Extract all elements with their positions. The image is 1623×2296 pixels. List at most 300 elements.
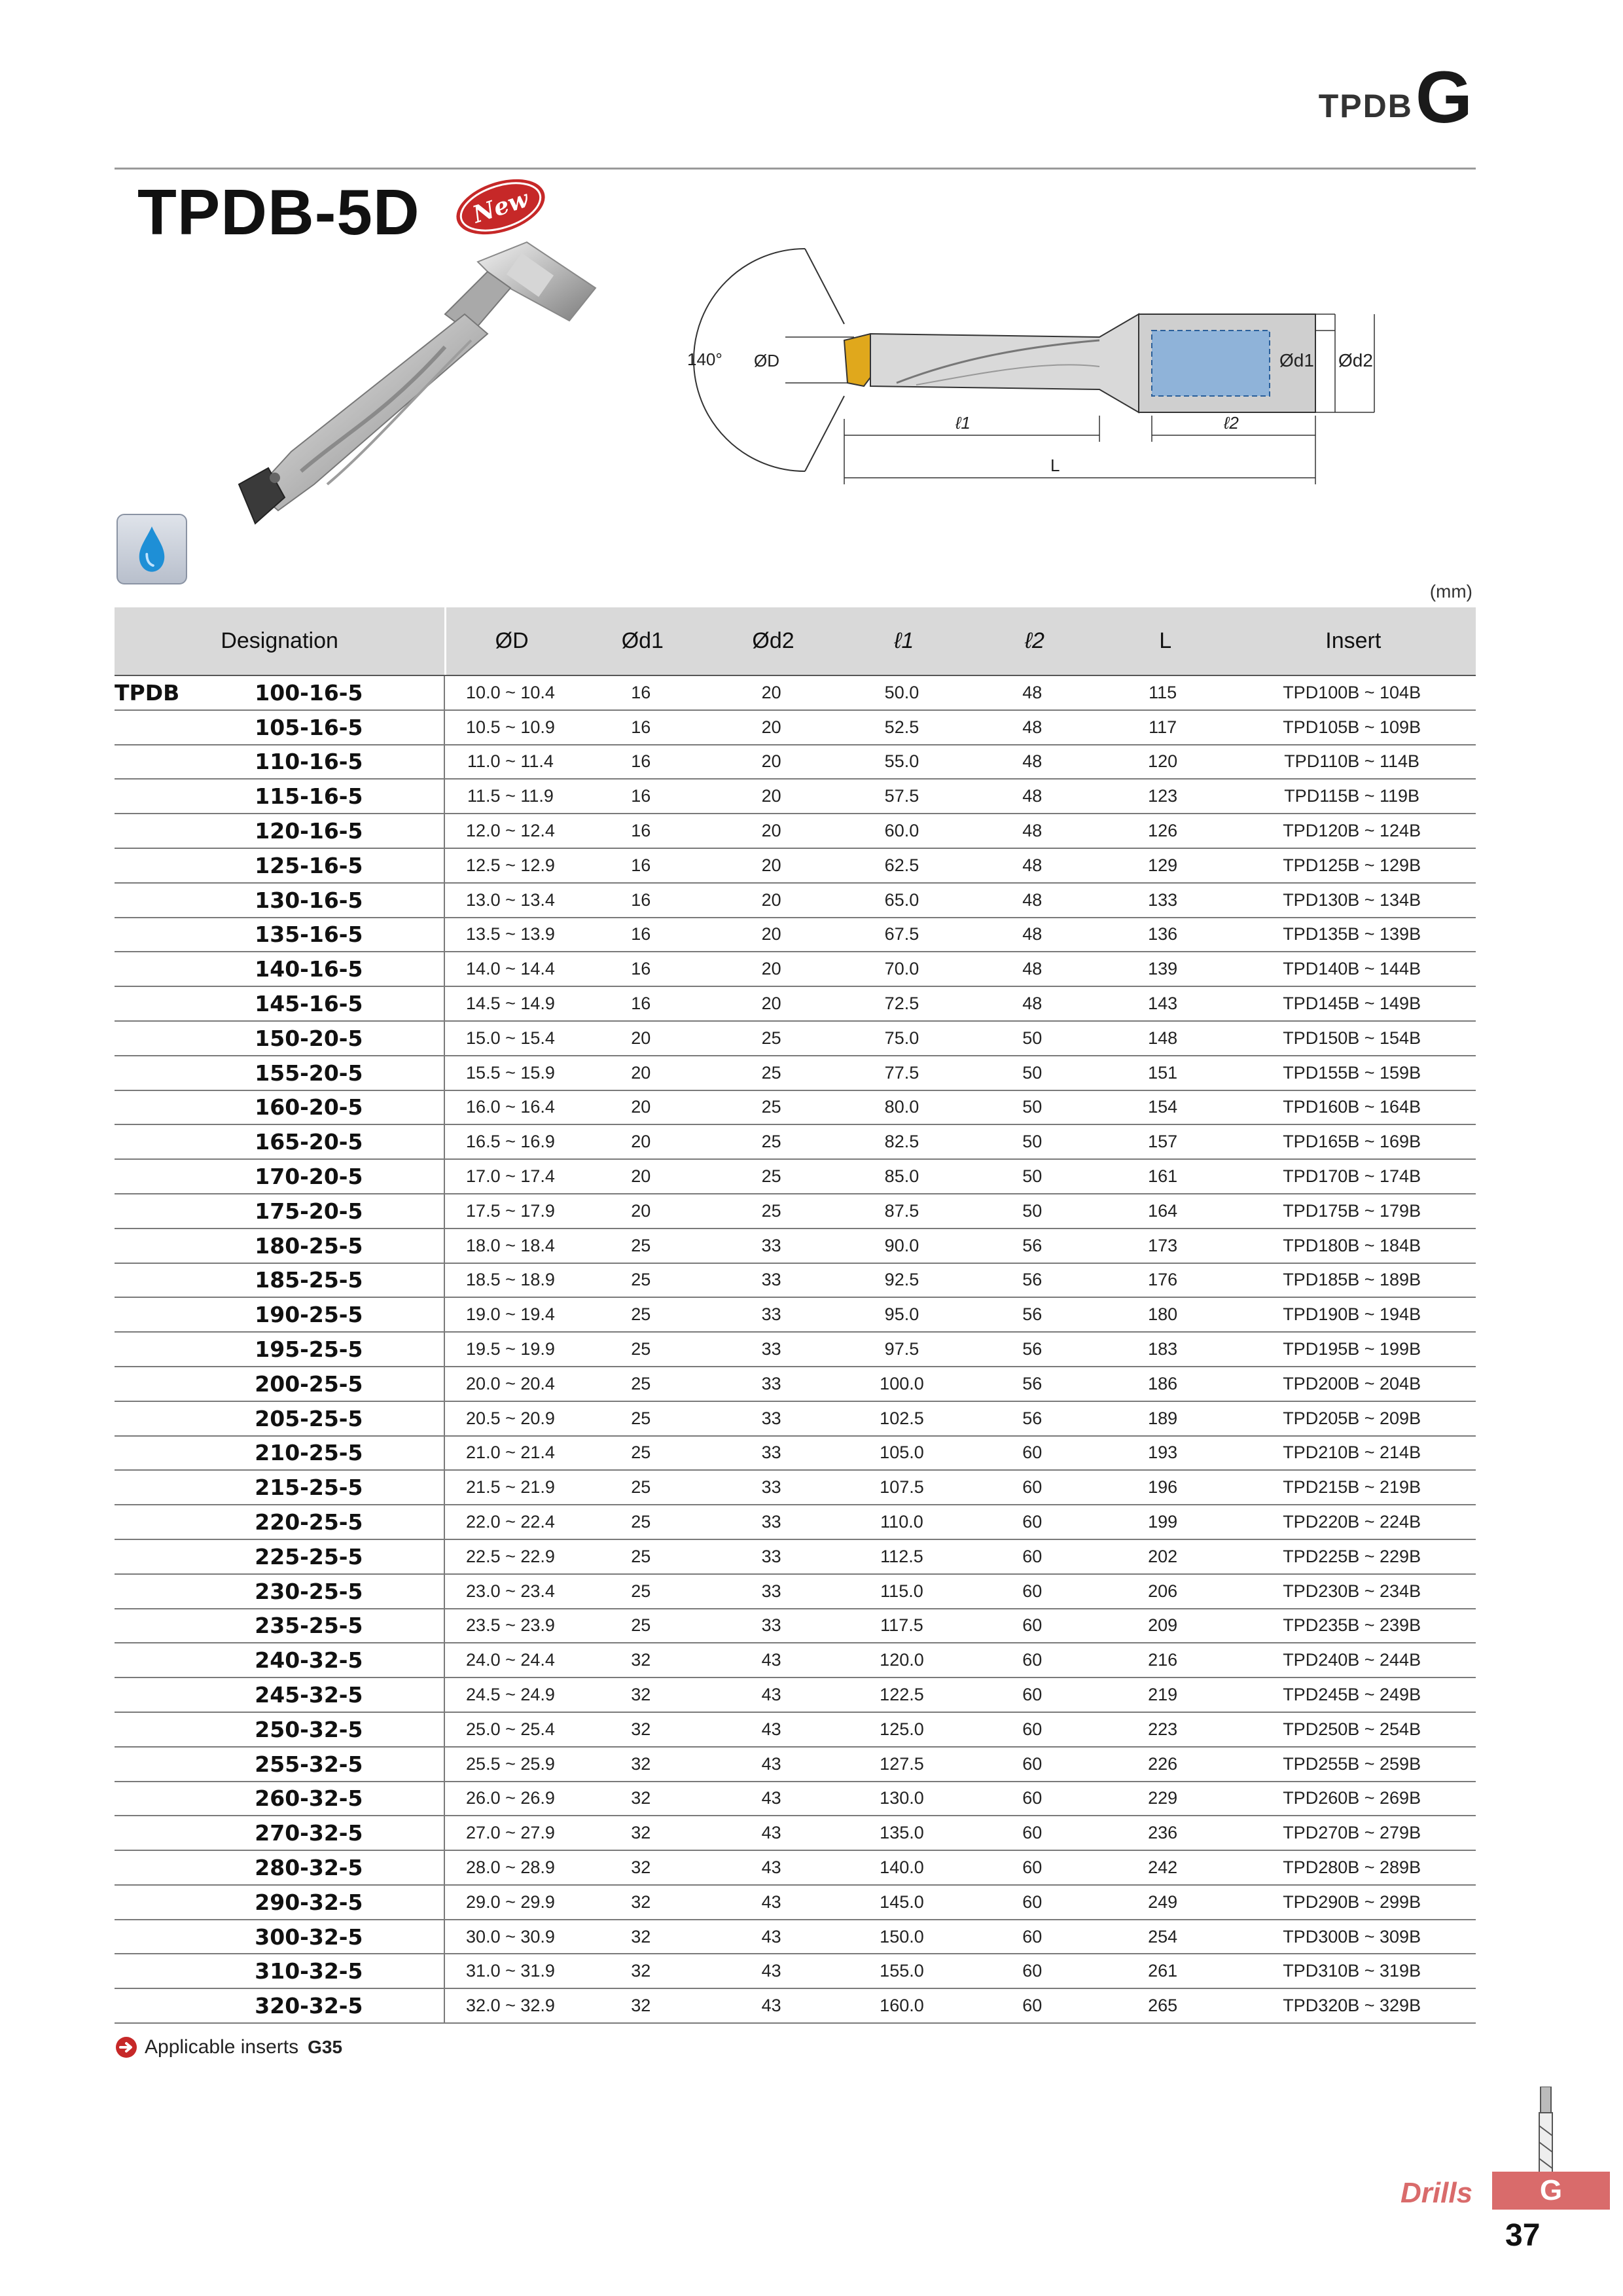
cell-d1: 32 xyxy=(631,1823,651,1843)
cell-l2: 60 xyxy=(1022,1546,1043,1566)
table-row xyxy=(115,1816,1476,1851)
section-letter: G xyxy=(1492,2172,1610,2210)
cell-d1: 32 xyxy=(631,1857,651,1877)
cell-L: 180 xyxy=(1148,1304,1178,1325)
cell-l1: 115.0 xyxy=(880,1581,923,1601)
cell-l2: 60 xyxy=(1022,1926,1043,1946)
cell-insert: TPD245B ~ 249B xyxy=(1283,1685,1421,1704)
cell-d1: 20 xyxy=(631,1028,651,1048)
cell-L: 173 xyxy=(1148,1235,1178,1255)
table-header xyxy=(115,607,1476,676)
table-row xyxy=(115,884,1476,918)
cell-l1: 92.5 xyxy=(884,1270,919,1290)
cell-l1: 65.0 xyxy=(884,889,919,910)
cell-designation: 130-16-5 xyxy=(255,884,445,917)
cell-L: 202 xyxy=(1148,1546,1178,1566)
cell-d1: 32 xyxy=(631,1650,651,1670)
cell-designation: 160-20-5 xyxy=(255,1091,445,1124)
drill-photo xyxy=(229,236,609,530)
cell-l1: 77.5 xyxy=(884,1062,919,1083)
cell-l2: 60 xyxy=(1022,1581,1043,1601)
cell-insert: TPD135B ~ 139B xyxy=(1283,924,1421,944)
cell-l2: 60 xyxy=(1022,1685,1043,1704)
cell-d: 18.0 ~ 18.4 xyxy=(466,1235,555,1255)
cell-L: 120 xyxy=(1148,751,1178,772)
cell-d2: 43 xyxy=(761,1961,781,1981)
cell-l2: 60 xyxy=(1022,1961,1043,1981)
cell-designation: 175-20-5 xyxy=(255,1194,445,1228)
cell-insert: TPD260B ~ 269B xyxy=(1283,1788,1421,1808)
cell-d1: 16 xyxy=(631,751,651,772)
cell-d: 31.0 ~ 31.9 xyxy=(466,1961,555,1981)
cell-d: 10.5 ~ 10.9 xyxy=(466,717,555,737)
label-l1: ℓ1 xyxy=(955,413,971,433)
cell-d: 10.0 ~ 10.4 xyxy=(466,682,555,702)
cell-L: 216 xyxy=(1148,1650,1178,1670)
cell-L: 176 xyxy=(1148,1270,1178,1290)
cell-l1: 80.0 xyxy=(884,1097,919,1117)
cell-l1: 122.5 xyxy=(880,1685,924,1704)
cell-d: 23.5 ~ 23.9 xyxy=(466,1615,555,1636)
cell-l2: 56 xyxy=(1022,1408,1043,1428)
cell-designation: 120-16-5 xyxy=(255,814,445,848)
cell-designation: 300-32-5 xyxy=(255,1920,445,1954)
table-row xyxy=(115,814,1476,849)
cell-l1: 135.0 xyxy=(880,1823,924,1843)
cell-d1: 16 xyxy=(631,994,651,1014)
cell-insert: TPD205B ~ 209B xyxy=(1283,1408,1421,1428)
table-row xyxy=(115,1125,1476,1160)
cell-insert: TPD150B ~ 154B xyxy=(1283,1028,1421,1048)
cell-d2: 43 xyxy=(761,1926,781,1946)
cell-L: 249 xyxy=(1148,1892,1178,1912)
cell-l1: 140.0 xyxy=(880,1857,924,1877)
cell-l1: 62.5 xyxy=(884,855,919,875)
cell-l2: 60 xyxy=(1022,1615,1043,1636)
cell-l2: 48 xyxy=(1022,786,1043,806)
cell-insert: TPD200B ~ 204B xyxy=(1283,1373,1421,1393)
cell-l1: 50.0 xyxy=(884,682,919,702)
table-row xyxy=(115,1713,1476,1748)
cell-l1: 85.0 xyxy=(884,1166,919,1187)
cell-insert: TPD310B ~ 319B xyxy=(1283,1961,1421,1981)
cell-d: 22.5 ~ 22.9 xyxy=(466,1546,555,1566)
label-d2: Ød2 xyxy=(1338,350,1373,370)
cell-insert: TPD195B ~ 199B xyxy=(1283,1339,1421,1359)
cell-d: 14.5 ~ 14.9 xyxy=(466,994,555,1014)
table-row xyxy=(115,745,1476,780)
cell-l2: 48 xyxy=(1022,994,1043,1014)
cell-insert: TPD320B ~ 329B xyxy=(1283,1996,1421,2016)
cell-insert: TPD140B ~ 144B xyxy=(1283,959,1421,979)
table-row xyxy=(115,987,1476,1022)
cell-L: 164 xyxy=(1148,1200,1178,1221)
table-row xyxy=(115,849,1476,884)
cell-L: 143 xyxy=(1148,994,1178,1014)
cell-l1: 110.0 xyxy=(880,1512,923,1532)
cell-l2: 60 xyxy=(1022,1823,1043,1843)
cell-l2: 50 xyxy=(1022,1028,1043,1048)
cell-insert: TPD175B ~ 179B xyxy=(1283,1200,1421,1221)
spec-table xyxy=(115,607,1476,2024)
cell-d: 16.5 ~ 16.9 xyxy=(466,1132,555,1152)
cell-l1: 70.0 xyxy=(884,959,919,979)
cell-d1: 25 xyxy=(631,1443,651,1463)
table-row xyxy=(115,1643,1476,1678)
cell-d: 29.0 ~ 29.9 xyxy=(466,1892,555,1912)
cell-designation: 240-32-5 xyxy=(255,1643,445,1677)
cell-l2: 56 xyxy=(1022,1304,1043,1325)
cell-d: 17.5 ~ 17.9 xyxy=(466,1200,555,1221)
cell-designation: 105-16-5 xyxy=(255,711,445,744)
cell-d2: 20 xyxy=(761,751,781,772)
cell-l1: 90.0 xyxy=(884,1235,919,1255)
cell-l2: 50 xyxy=(1022,1166,1043,1187)
cell-d2: 33 xyxy=(761,1546,781,1566)
cell-d: 15.5 ~ 15.9 xyxy=(466,1062,555,1083)
cell-l2: 60 xyxy=(1022,1996,1043,2016)
cell-designation: 280-32-5 xyxy=(255,1851,445,1884)
cell-L: 117 xyxy=(1149,717,1177,737)
table-row xyxy=(115,1298,1476,1333)
cell-designation: 195-25-5 xyxy=(255,1333,445,1366)
cell-l1: 87.5 xyxy=(884,1200,919,1221)
section-brand xyxy=(1318,56,1472,138)
table-row xyxy=(115,711,1476,745)
cell-insert: TPD290B ~ 299B xyxy=(1283,1892,1421,1912)
cell-l2: 50 xyxy=(1022,1062,1043,1083)
table-row xyxy=(115,1989,1476,2024)
cell-d: 30.0 ~ 30.9 xyxy=(466,1926,555,1946)
cell-d2: 33 xyxy=(761,1581,781,1601)
cell-designation: 125-16-5 xyxy=(255,849,445,882)
cell-d: 27.0 ~ 27.9 xyxy=(466,1823,555,1843)
cell-d1: 25 xyxy=(631,1581,651,1601)
cell-l1: 112.5 xyxy=(880,1546,923,1566)
label-angle: 140° xyxy=(687,350,722,369)
cell-insert: TPD250B ~ 254B xyxy=(1283,1719,1421,1739)
cell-d2: 20 xyxy=(761,682,781,702)
cell-d2: 43 xyxy=(761,1857,781,1877)
cell-d: 16.0 ~ 16.4 xyxy=(466,1097,555,1117)
cell-d1: 16 xyxy=(631,682,651,702)
footnote-ref[interactable]: G35 xyxy=(308,2037,343,2057)
cell-insert: TPD300B ~ 309B xyxy=(1283,1926,1421,1946)
cell-d2: 43 xyxy=(761,1788,781,1808)
cell-d: 12.0 ~ 12.4 xyxy=(466,821,555,841)
cell-L: 223 xyxy=(1148,1719,1178,1739)
cell-l1: 160.0 xyxy=(880,1996,924,2016)
header-d2: Ød2 xyxy=(752,628,794,653)
cell-l1: 57.5 xyxy=(884,786,919,806)
cell-l1: 95.0 xyxy=(884,1304,919,1325)
cell-l2: 50 xyxy=(1022,1132,1043,1152)
cell-designation: 140-16-5 xyxy=(255,952,445,986)
cell-L: 129 xyxy=(1148,855,1178,875)
cell-l2: 48 xyxy=(1022,821,1043,841)
cell-d1: 25 xyxy=(631,1304,651,1325)
cell-l1: 67.5 xyxy=(884,924,919,944)
cell-designation: 310-32-5 xyxy=(255,1954,445,1988)
cell-designation: 250-32-5 xyxy=(255,1713,445,1746)
cell-l2: 60 xyxy=(1022,1892,1043,1912)
cell-d2: 20 xyxy=(761,717,781,737)
cell-L: 242 xyxy=(1148,1857,1178,1877)
cell-l2: 56 xyxy=(1022,1373,1043,1393)
cell-d: 12.5 ~ 12.9 xyxy=(466,855,555,875)
cell-d2: 25 xyxy=(761,1062,781,1083)
cell-d: 32.0 ~ 32.9 xyxy=(466,1996,555,2016)
cell-l2: 60 xyxy=(1022,1753,1043,1774)
header-designation: Designation xyxy=(115,607,446,675)
cell-d1: 32 xyxy=(631,1753,651,1774)
cell-designation: 220-25-5 xyxy=(255,1505,445,1539)
coolant-drop-icon xyxy=(116,514,187,584)
cell-d2: 33 xyxy=(761,1512,781,1532)
footnote xyxy=(115,2036,342,2059)
table-row xyxy=(115,1954,1476,1989)
cell-designation: 260-32-5 xyxy=(255,1782,445,1816)
cell-d2: 25 xyxy=(761,1166,781,1187)
cell-d2: 20 xyxy=(761,959,781,979)
cell-d1: 16 xyxy=(631,855,651,875)
cell-L: 236 xyxy=(1148,1823,1178,1843)
cell-insert: TPD105B ~ 109B xyxy=(1283,717,1421,737)
cell-insert: TPD155B ~ 159B xyxy=(1283,1062,1421,1083)
table-row xyxy=(115,780,1476,814)
cell-d2: 43 xyxy=(761,1753,781,1774)
table-row xyxy=(115,1367,1476,1402)
cell-insert: TPD235B ~ 239B xyxy=(1283,1615,1421,1636)
cell-insert: TPD130B ~ 134B xyxy=(1283,889,1421,910)
cell-d: 21.0 ~ 21.4 xyxy=(466,1443,555,1463)
cell-L: 199 xyxy=(1148,1512,1178,1532)
cell-d: 13.0 ~ 13.4 xyxy=(466,889,555,910)
cell-designation: 210-25-5 xyxy=(255,1437,445,1470)
cell-l2: 60 xyxy=(1022,1477,1043,1498)
cell-designation: 180-25-5 xyxy=(255,1229,445,1263)
cell-designation: 100-16-5 xyxy=(255,676,445,709)
cell-L: 206 xyxy=(1148,1581,1178,1601)
cell-l2: 56 xyxy=(1022,1235,1043,1255)
cell-d: 26.0 ~ 26.9 xyxy=(466,1788,555,1808)
cell-L: 196 xyxy=(1148,1477,1178,1498)
technical-drawing xyxy=(681,236,1387,504)
cell-L: 229 xyxy=(1148,1788,1178,1808)
table-row xyxy=(115,676,1476,711)
cell-l1: 105.0 xyxy=(880,1443,924,1463)
cell-d: 21.5 ~ 21.9 xyxy=(466,1477,555,1498)
cell-l2: 48 xyxy=(1022,717,1043,737)
cell-designation: 290-32-5 xyxy=(255,1886,445,1919)
cell-l2: 60 xyxy=(1022,1650,1043,1670)
cell-l2: 50 xyxy=(1022,1097,1043,1117)
cell-l2: 48 xyxy=(1022,751,1043,772)
cell-l2: 48 xyxy=(1022,855,1043,875)
cell-insert: TPD145B ~ 149B xyxy=(1283,994,1421,1014)
header-L: L xyxy=(1159,628,1172,653)
table-row xyxy=(115,1402,1476,1437)
cell-l1: 102.5 xyxy=(880,1408,924,1428)
cell-d2: 43 xyxy=(761,1685,781,1704)
cell-insert: TPD115B ~ 119B xyxy=(1284,786,1420,806)
cell-designation: 185-25-5 xyxy=(255,1264,445,1297)
header-divider xyxy=(115,168,1476,170)
cell-d: 14.0 ~ 14.4 xyxy=(466,959,555,979)
cell-d2: 20 xyxy=(761,821,781,841)
cell-d1: 32 xyxy=(631,1926,651,1946)
cell-d: 15.0 ~ 15.4 xyxy=(466,1028,555,1048)
table-row xyxy=(115,1160,1476,1194)
cell-designation: 190-25-5 xyxy=(255,1298,445,1331)
cell-d2: 33 xyxy=(761,1408,781,1428)
cell-series: TPDB xyxy=(115,679,180,706)
cell-designation: 170-20-5 xyxy=(255,1160,445,1193)
cell-designation: 115-16-5 xyxy=(255,780,445,813)
cell-l1: 145.0 xyxy=(880,1892,924,1912)
cell-designation: 150-20-5 xyxy=(255,1022,445,1055)
cell-designation: 270-32-5 xyxy=(255,1816,445,1850)
cell-d1: 25 xyxy=(631,1270,651,1290)
cell-d1: 32 xyxy=(631,1961,651,1981)
cell-designation: 110-16-5 xyxy=(255,745,445,779)
cell-L: 133 xyxy=(1148,889,1178,910)
cell-d: 22.0 ~ 22.4 xyxy=(466,1512,555,1532)
cell-d2: 33 xyxy=(761,1304,781,1325)
cell-d1: 25 xyxy=(631,1373,651,1393)
cell-l2: 60 xyxy=(1022,1788,1043,1808)
cell-d1: 16 xyxy=(631,821,651,841)
new-badge-text: New xyxy=(469,185,532,229)
cell-d1: 25 xyxy=(631,1512,651,1532)
cell-designation: 245-32-5 xyxy=(255,1678,445,1712)
table-body xyxy=(115,676,1476,2024)
brand-letter: G xyxy=(1415,56,1472,138)
cell-L: 154 xyxy=(1148,1097,1178,1117)
cell-d2: 25 xyxy=(761,1132,781,1152)
cell-d: 19.5 ~ 19.9 xyxy=(466,1339,555,1359)
cell-l2: 60 xyxy=(1022,1512,1043,1532)
header-l1: ℓ1 xyxy=(894,628,914,653)
cell-L: 261 xyxy=(1148,1961,1178,1981)
cell-insert: TPD180B ~ 184B xyxy=(1283,1235,1421,1255)
header-insert: Insert xyxy=(1325,628,1382,653)
cell-d2: 43 xyxy=(761,1650,781,1670)
table-row xyxy=(115,1505,1476,1540)
cell-d1: 25 xyxy=(631,1339,651,1359)
cell-d1: 16 xyxy=(631,786,651,806)
cell-l2: 48 xyxy=(1022,959,1043,979)
cell-d2: 43 xyxy=(761,1719,781,1739)
cell-l1: 97.5 xyxy=(884,1339,919,1359)
cell-d1: 20 xyxy=(631,1200,651,1221)
table-row xyxy=(115,1540,1476,1575)
cell-insert: TPD240B ~ 244B xyxy=(1283,1650,1421,1670)
cell-L: 183 xyxy=(1148,1339,1178,1359)
cell-insert: TPD170B ~ 174B xyxy=(1283,1166,1421,1187)
cell-l1: 130.0 xyxy=(880,1788,924,1808)
table-row xyxy=(115,1886,1476,1920)
table-row xyxy=(115,918,1476,953)
label-d: ØD xyxy=(754,351,779,370)
header-d1: Ød1 xyxy=(621,628,664,653)
cell-L: 265 xyxy=(1148,1996,1178,2016)
cell-l1: 100.0 xyxy=(880,1373,924,1393)
cell-l1: 60.0 xyxy=(884,821,919,841)
cell-designation: 230-25-5 xyxy=(255,1575,445,1608)
table-row xyxy=(115,1851,1476,1886)
cell-d1: 20 xyxy=(631,1062,651,1083)
table-row xyxy=(115,1609,1476,1644)
table-row xyxy=(115,1782,1476,1817)
cell-designation: 155-20-5 xyxy=(255,1056,445,1090)
cell-L: 189 xyxy=(1148,1408,1178,1428)
cell-L: 254 xyxy=(1148,1926,1178,1946)
table-row xyxy=(115,1091,1476,1126)
unit-label: (mm) xyxy=(1429,581,1472,601)
cell-d2: 43 xyxy=(761,1996,781,2016)
cell-L: 157 xyxy=(1148,1132,1178,1152)
cell-L: 161 xyxy=(1148,1166,1178,1187)
table-row xyxy=(115,1678,1476,1713)
cell-d2: 43 xyxy=(761,1823,781,1843)
cell-d: 25.0 ~ 25.4 xyxy=(466,1719,555,1739)
cell-d2: 33 xyxy=(761,1339,781,1359)
cell-insert: TPD210B ~ 214B xyxy=(1283,1443,1421,1463)
cell-L: 148 xyxy=(1148,1028,1178,1048)
table-row xyxy=(115,1022,1476,1056)
brand-small: TPDB xyxy=(1318,88,1413,124)
cell-l2: 60 xyxy=(1022,1857,1043,1877)
cell-L: 115 xyxy=(1149,682,1177,702)
cell-d: 28.0 ~ 28.9 xyxy=(466,1857,555,1877)
cell-insert: TPD165B ~ 169B xyxy=(1283,1132,1421,1152)
cell-d1: 32 xyxy=(631,1685,651,1704)
table-row xyxy=(115,952,1476,987)
cell-d: 13.5 ~ 13.9 xyxy=(466,924,555,944)
cell-insert: TPD280B ~ 289B xyxy=(1283,1857,1421,1877)
cell-d2: 20 xyxy=(761,889,781,910)
header-l2: ℓ2 xyxy=(1025,628,1044,653)
cell-d2: 25 xyxy=(761,1028,781,1048)
cell-l2: 60 xyxy=(1022,1443,1043,1463)
cell-insert: TPD230B ~ 234B xyxy=(1283,1581,1421,1601)
cell-d1: 20 xyxy=(631,1166,651,1187)
cell-L: 123 xyxy=(1148,786,1178,806)
cell-L: 186 xyxy=(1148,1373,1178,1393)
label-L: L xyxy=(1050,456,1060,475)
cell-d: 18.5 ~ 18.9 xyxy=(466,1270,555,1290)
cell-d: 25.5 ~ 25.9 xyxy=(466,1753,555,1774)
cell-l2: 56 xyxy=(1022,1339,1043,1359)
cell-l1: 155.0 xyxy=(880,1961,924,1981)
cell-d: 20.0 ~ 20.4 xyxy=(466,1373,555,1393)
cell-d2: 20 xyxy=(761,994,781,1014)
cell-insert: TPD220B ~ 224B xyxy=(1283,1512,1421,1532)
cell-insert: TPD270B ~ 279B xyxy=(1283,1823,1421,1843)
cell-designation: 235-25-5 xyxy=(255,1609,445,1643)
table-row xyxy=(115,1471,1476,1505)
cell-d: 20.5 ~ 20.9 xyxy=(466,1408,555,1428)
table-row xyxy=(115,1920,1476,1955)
cell-designation: 320-32-5 xyxy=(255,1989,445,2022)
cell-insert: TPD125B ~ 129B xyxy=(1283,855,1421,875)
cell-designation: 165-20-5 xyxy=(255,1125,445,1158)
cell-d2: 25 xyxy=(761,1200,781,1221)
cell-d2: 20 xyxy=(761,855,781,875)
cell-d2: 33 xyxy=(761,1477,781,1498)
cell-d: 19.0 ~ 19.4 xyxy=(466,1304,555,1325)
